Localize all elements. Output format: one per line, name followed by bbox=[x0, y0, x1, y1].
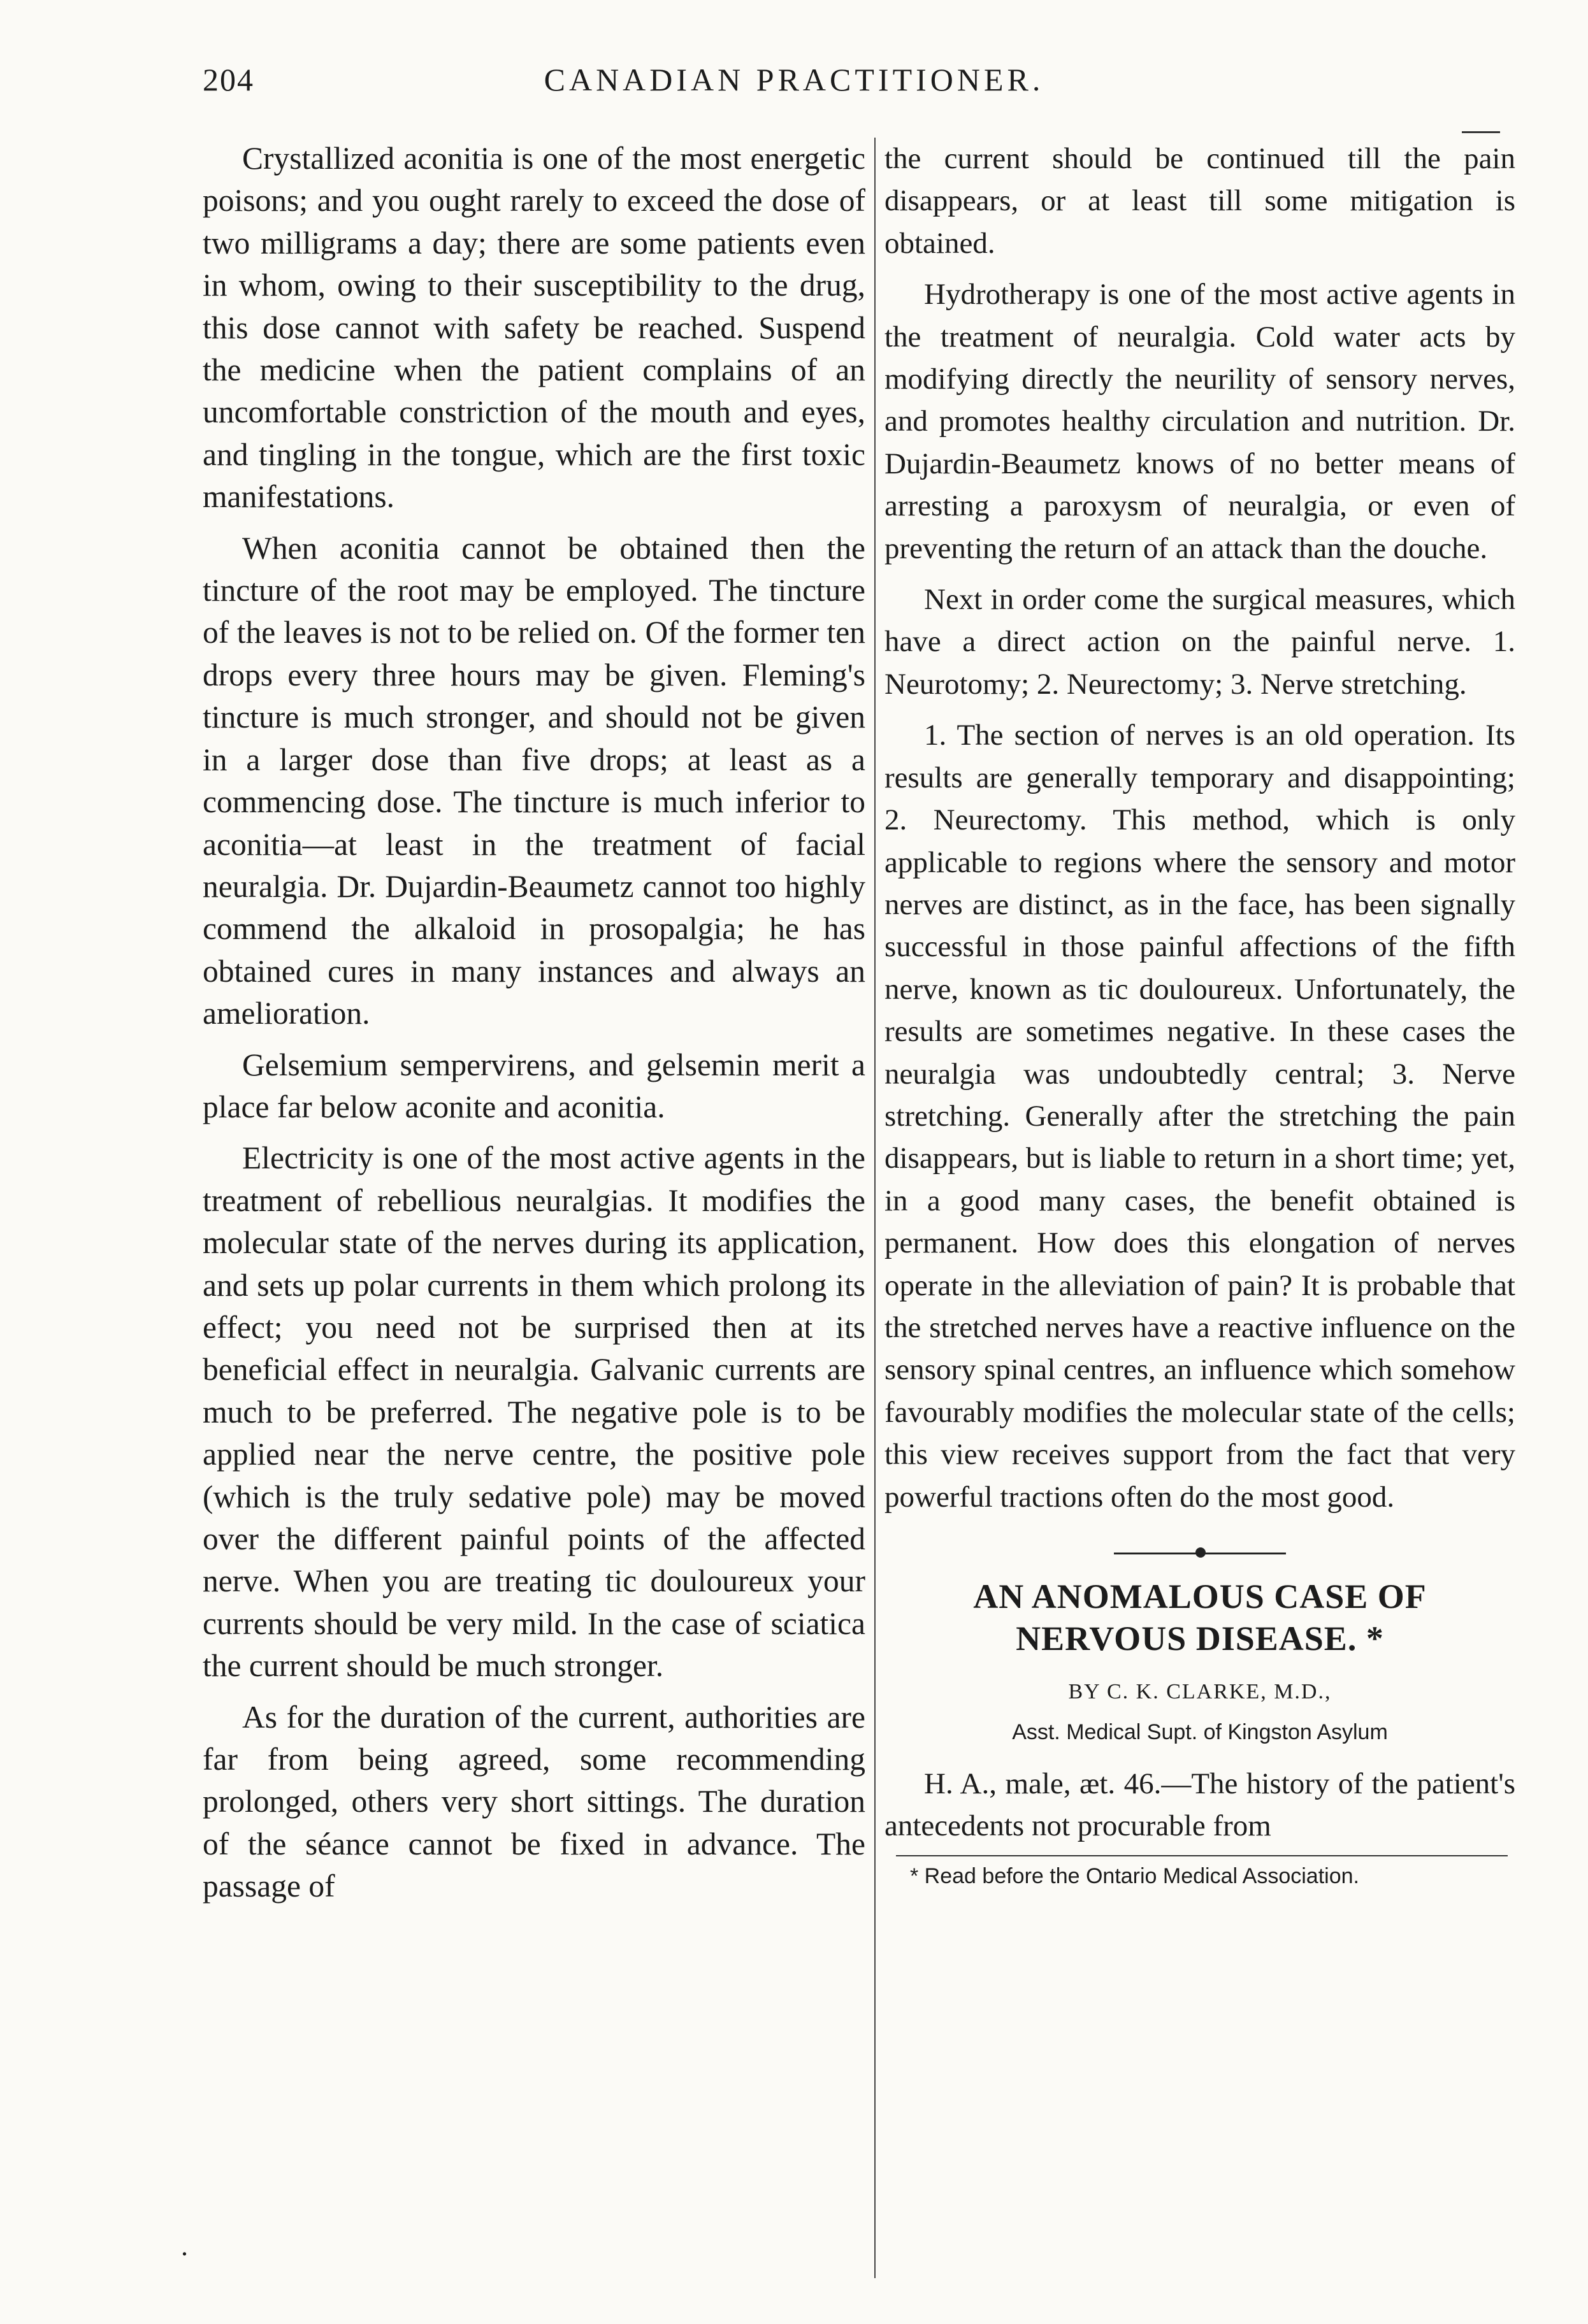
paragraph-nerve-section: 1. The section of nerves is an old operation. Its results are generally temporary and disappointing; 2. Neurectomy. This method, which is only applicable to regions where the sensory and motor nerves are distinct, as in the face, has been signally successful in those painful affections of the fifth nerve, known as tic douloureux. Unfortunately, the results are sometimes negative. In these cases the neuralgia was undoubtedly central; 3. Nerve stretching. Generally after the stretching the pain disappears, but is liable to return in a short time; yet, in a good many cases, the benefit obtained is permanent. How does this elongation of nerves operate in the alleviation of pain? It is probable that the stretched nerves have a reactive influence on the sensory spinal centres, an influence which somehow favourably modifies the molecular state of the cells; this view receives support from the fact that very powerful tractions often do the most good. bbox=[884, 719, 1515, 1514]
right-column bbox=[884, 138, 1515, 1891]
paragraph-aconitia-dose: Crystallized aconitia is one of the most energetic poisons; and you ought rarely to exceed the dose of two milligrams a day; there are some patients even in whom, owing to their susceptibility to the drug, this dose cannot with safety be reached. Suspend the medicine when the patient complains of an uncomfortable constriction of the mouth and eyes, and tingling in the tongue, which are the first toxic manifestations. bbox=[203, 141, 865, 515]
journal-title: CANADIAN PRACTITIONER. bbox=[544, 62, 1044, 97]
footnote-rule bbox=[896, 1855, 1508, 1856]
section-divider bbox=[884, 1541, 1515, 1567]
page-number: 204 bbox=[203, 62, 254, 97]
paragraph-current-duration: As for the duration of the current, authorities are far from being agreed, some recommending prolonged, others very short sittings. The duration of the séance cannot be fixed in advance. The passage of bbox=[203, 1699, 865, 1904]
paragraph-case-opening: H. A., male, æt. 46.—The history of the patient's antecedents not procurable from bbox=[884, 1767, 1515, 1843]
paragraph-electricity: Electricity is one of the most active agents in the treatment of rebellious neuralgias. It modifies the molecular state of the nerves during its application, and sets up polar currents in them which prolong its effect; you need not be surprised then at its beneficial effect in neuralgia. Galvanic currents are much to be preferred. The negative pole is to be applied near the nerve centre, the positive pole (which is the truly sedative pole) may be moved over the different painful points of the affected nerve. When you are treating tic douloureux your currents should be very mild. In the case of sciatica the current should be much stronger. bbox=[203, 1140, 865, 1684]
article-title: AN ANOMALOUS CASE OF NERVOUS DISEASE. * bbox=[973, 1577, 1427, 1658]
footnote: * Read before the Ontario Medical Association. bbox=[910, 1863, 1359, 1888]
column-divider bbox=[874, 138, 876, 2278]
paragraph-hydrotherapy: Hydrotherapy is one of the most active agents in the treatment of neuralgia. Cold water acts by modifying directly the neurility of sensory nerves, and promotes healthy circulation and nutrition. Dr. Dujardin-Beaumetz knows of no better means of arresting a paroxysm of neuralgia, or even of preventing the return of an attack than the douche. bbox=[884, 278, 1515, 565]
left-column bbox=[203, 138, 865, 1908]
article-byline: BY C. K. CLARKE, M.D., bbox=[1068, 1680, 1332, 1704]
running-head bbox=[0, 61, 1588, 112]
article-affiliation: Asst. Medical Supt. of Kingston Asylum bbox=[1012, 1720, 1388, 1744]
paragraph-continuation: the current should be continued till the pain disappears, or at least till some mitigation is obtained. bbox=[884, 142, 1515, 260]
stray-mark: . bbox=[181, 2230, 188, 2262]
paragraph-surgical-measures: Next in order come the surgical measures, which have a direct action on the painful nerve. 1. Neurotomy; 2. Neurectomy; 3. Nerve stretching. bbox=[884, 583, 1515, 701]
paragraph-gelsemium: Gelsemium sempervirens, and gelsemin merit a place far below aconite and aconitia. bbox=[203, 1047, 865, 1124]
paragraph-tincture: When aconitia cannot be obtained then the tincture of the root may be employed. The tincture of the leaves is not to be relied on. Of the former ten drops every three hours may be given. Fleming's tincture is much stronger, and should not be given in a larger dose than five drops; at least as a commencing dose. The tincture is much inferior to aconitia—at least in the treatment of facial neuralgia. Dr. Dujardin-Beaumetz cannot too highly commend the alkaloid in prosopalgia; he has obtained cures in many instances and always an amelioration. bbox=[203, 530, 865, 1031]
corner-rule bbox=[1462, 131, 1500, 133]
